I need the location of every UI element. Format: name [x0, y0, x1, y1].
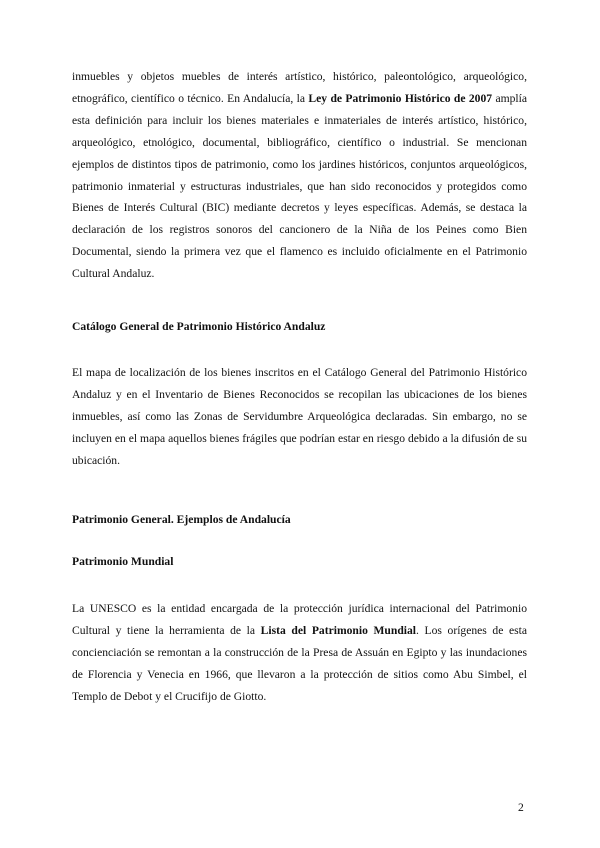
world-heritage-list-name: Lista del Patrimonio Mundial	[260, 623, 417, 637]
paragraph-heritage-law	[72, 66, 527, 285]
paragraph-catalog-map: El mapa de localización de los bienes inscritos en el Catálogo General del Patrimonio Histórico Andaluz y en el Inventario de Bienes Reconocidos se recopilan las ubicaciones de los bienes inmuebles, así como las Zonas de Servidumbre Arqueológica declaradas. Sin embargo, no se incluyen en el mapa aquellos bienes frágiles que podrían estar en riesgo debido a la difusión de su ubicación.	[72, 366, 527, 467]
heading-general-heritage: Patrimonio General. Ejemplos de Andalucía	[72, 513, 291, 526]
heading-catalog: Catálogo General de Patrimonio Histórico Andaluz	[72, 320, 326, 333]
paragraph-unesco-text-2: . Los orígenes de esta concienciación se remontan a la construcción de la Presa de Assuán en Egipto y las inundaciones de Florencia y Venecia en 1966, que llevaron a la protección de sitios como Abu Simbel, el Templo de Debot y el Crucifijo de Giotto.	[72, 623, 528, 703]
paragraph-unesco	[72, 598, 527, 708]
page-number: 2	[518, 801, 524, 814]
paragraph-unesco-text-1: La UNESCO es la entidad encargada de la protección jurídica internacional del Patrimonio Cultural y tiene la herramienta de la	[72, 602, 527, 637]
heading-world-heritage: Patrimonio Mundial	[72, 555, 174, 568]
paragraph-heritage-law-text-1: inmuebles y objetos muebles de interés artístico, histórico, paleontológico, arqueológico, etnográfico, científico o técnico. En Andalucía, la	[72, 70, 527, 105]
law-name: Ley de Patrimonio Histórico de 2007	[308, 91, 493, 105]
paragraph-heritage-law-text-2: amplía esta definición para incluir los bienes materiales e inmateriales de interés artístico, histórico, arqueológico, etnológico, documental, bibliográfico, científico o industrial. Se mencionan ejemplos de distintos tipos de patrimonio, como los jardines históricos, conjuntos arqueológicos, patrimonio inmaterial y estructuras industriales, que han sido reconocidos y protegidos como Bienes de Interés Cultural (BIC) mediante decretos y leyes específicas. Además, se destaca la declaración de los registros sonoros del cancionero de la Niña de los Peines como Bien Documental, siendo la primera vez que el flamenco es incluido oficialmente en el Patrimonio Cultural Andaluz.	[72, 91, 528, 281]
